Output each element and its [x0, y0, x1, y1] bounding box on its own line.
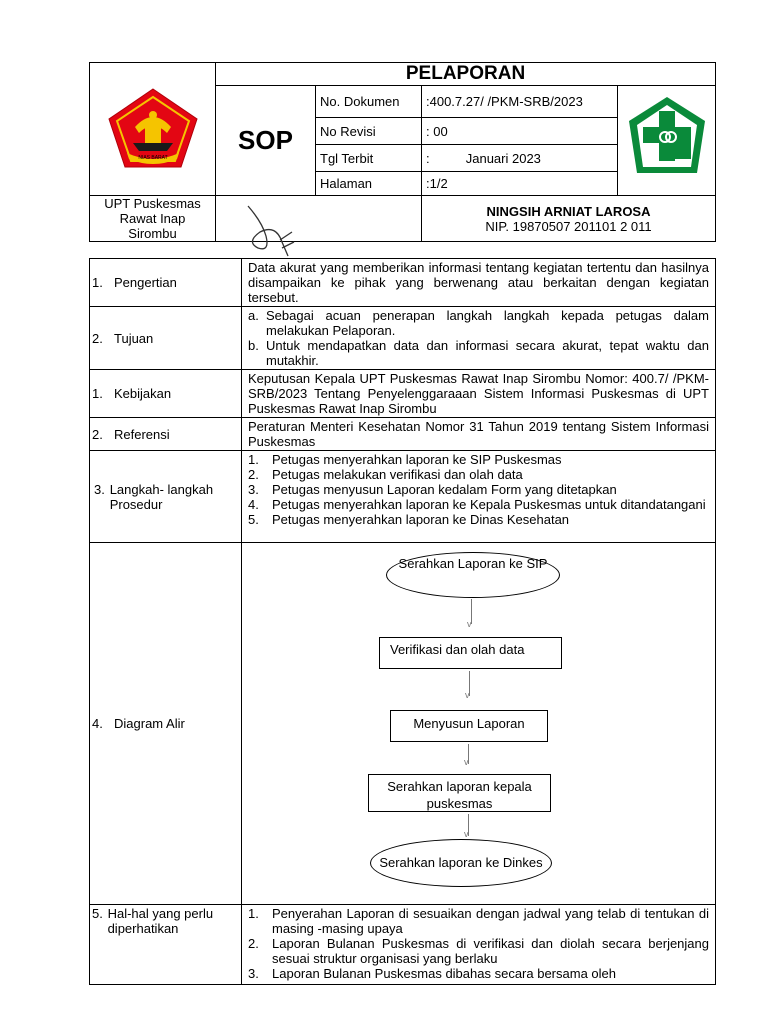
flow-arrow-head: v	[464, 757, 469, 767]
sop-label: SOP	[216, 86, 316, 196]
flow-step-menyusun	[390, 710, 548, 742]
signer-name: NINGSIH ARNIAT LAROSA	[486, 203, 651, 219]
section-label-tujuan	[90, 307, 242, 370]
section-number: 2.	[92, 330, 103, 346]
flow-step-text: Serahkan laporan kepala puskesmas	[387, 779, 532, 811]
list-item	[248, 966, 709, 981]
page-title: PELAPORAN	[216, 63, 716, 86]
flow-step-verifikasi	[379, 637, 562, 669]
list-text: Petugas menyerahkan laporan ke Dinas Kesehatan	[272, 512, 570, 527]
doc-label-halaman: Halaman	[316, 172, 422, 196]
flow-step-text: Serahkan laporan ke Dinkes	[379, 855, 543, 870]
signer-cell	[422, 196, 716, 242]
section-title: Tujuan	[114, 330, 154, 346]
list-marker: 5.	[248, 512, 259, 527]
section-title: Kebijakan	[114, 386, 172, 401]
list-text: Petugas menyusun Laporan kedalam Form yang ditetapkan	[272, 482, 617, 497]
list-item	[248, 338, 709, 368]
flow-step-end	[370, 839, 552, 887]
list-text: Sebagai acuan penerapan langkah langkah kepada petugas dalam melakukan Pelaporan.	[266, 308, 709, 338]
referensi-text: Peraturan Menteri Kesehatan Nomor 31 Tahun 2019 tentang Sistem Informasi Puskesmas	[242, 418, 716, 451]
section-title: Hal-hal yang perlu diperhatikan	[107, 906, 214, 936]
list-marker: 2.	[248, 936, 259, 951]
logo-left-text: NIAS BARAT	[137, 154, 168, 161]
section-label-langkah	[90, 451, 242, 543]
section-number: 4.	[92, 716, 103, 731]
list-marker: 1.	[248, 906, 259, 921]
doc-value-halaman: :1/2	[422, 172, 618, 196]
tujuan-list	[242, 307, 716, 370]
list-marker: b.	[248, 338, 259, 353]
flow-step-kepala	[368, 774, 551, 812]
doc-label-tglterbit: Tgl Terbit	[316, 145, 422, 172]
flow-arrow-head: v	[467, 619, 472, 629]
list-text: Petugas melakukan verifikasi dan olah data	[272, 467, 523, 482]
hal-list	[242, 905, 716, 985]
doc-value-tglterbit: : Januari 2023	[422, 145, 618, 172]
section-number: 1.	[92, 275, 103, 290]
section-title: Referensi	[114, 426, 170, 442]
section-title: Pengertian	[114, 275, 177, 290]
kebijakan-text: Keputusan Kepala UPT Puskesmas Rawat Inap Sirombu Nomor: 400.7/ /PKM-SRB/2023 Tentang Penyelenggaraaan Sistem Informasi Puskesmas di UPT Puskesmas Rawat Inap Sirombu	[242, 370, 716, 418]
flow-step-text: Serahkan Laporan ke SIP	[398, 556, 548, 571]
section-label-pengertian	[90, 259, 242, 307]
list-marker: 3.	[248, 966, 259, 981]
logo-right-cell	[618, 86, 716, 196]
list-text: Petugas menyerahkan laporan ke SIP Puskesmas	[272, 452, 562, 467]
list-item	[248, 936, 709, 966]
doc-label-norevisi: No Revisi	[316, 118, 422, 145]
section-label-kebijakan	[90, 370, 242, 418]
signature-cell	[216, 196, 422, 242]
section-number: 2.	[92, 426, 103, 442]
section-label-diagram	[90, 543, 242, 905]
flow-step-start	[386, 552, 560, 598]
langkah-list	[242, 451, 716, 543]
section-label-hal	[90, 905, 242, 985]
flow-step-text: Menyusun Laporan	[413, 716, 525, 731]
list-item	[248, 497, 709, 512]
header-table	[89, 62, 716, 242]
doc-value-norevisi: : 00	[422, 118, 618, 145]
puskesmas-logo-icon	[625, 93, 709, 185]
list-marker: 2.	[248, 467, 259, 482]
signer-nip: NIP. 19870507 201101 2 011	[485, 218, 652, 234]
logo-left-cell	[90, 63, 216, 196]
list-text: Laporan Bulanan Puskesmas di verifikasi dan diolah secara berjenjang sesuai struktur organisasi yang berlaku	[272, 936, 709, 966]
flow-arrow-head: v	[465, 690, 470, 700]
list-text: Petugas menyerahkan laporan ke Kepala Puskesmas untuk ditandatangani	[272, 497, 706, 512]
section-number: 5.	[92, 906, 103, 921]
list-marker: a.	[248, 308, 259, 323]
list-item	[248, 512, 709, 527]
list-item	[248, 482, 709, 497]
doc-label-nodokumen: No. Dokumen	[316, 86, 422, 118]
section-title: Diagram Alir	[114, 716, 185, 731]
flow-arrow-head: v	[464, 829, 469, 839]
list-marker: 4.	[248, 497, 259, 512]
list-item	[248, 452, 709, 467]
pengertian-text: Data akurat yang memberikan informasi tentang kegiatan tertentu dan hasilnya disampaikan ke pihak yang berwenang atau berkaitan dengan kegiatan tersebut.	[242, 259, 716, 307]
list-text: Untuk mendapatkan data dan informasi secara akurat, tepat waktu dan mutakhir.	[266, 338, 709, 368]
list-text: Penyerahan Laporan di sesuaikan dengan jadwal yang telab di tentukan di masing -masing upaya	[272, 906, 709, 936]
section-label-referensi	[90, 418, 242, 451]
sop-body-table	[89, 258, 716, 985]
handwritten-signature-icon	[236, 202, 316, 262]
org-name: UPT Puskesmas Rawat Inap Sirombu	[90, 196, 216, 242]
nias-barat-logo-icon	[105, 85, 201, 171]
section-number: 1.	[92, 386, 103, 401]
section-title: Langkah- langkah Prosedur	[109, 481, 214, 512]
list-text: Laporan Bulanan Puskesmas dibahas secara bersama oleh	[272, 966, 616, 981]
section-number: 3.	[94, 481, 105, 497]
flowchart	[242, 543, 716, 904]
list-item	[248, 308, 709, 338]
list-marker: 3.	[248, 482, 259, 497]
flowchart-cell	[242, 543, 716, 905]
list-item	[248, 906, 709, 936]
list-marker: 1.	[248, 452, 259, 467]
list-item	[248, 467, 709, 482]
flow-step-text: Verifikasi dan olah data	[390, 642, 525, 657]
doc-value-nodokumen: :400.7.27/ /PKM-SRB/2023	[422, 86, 618, 118]
